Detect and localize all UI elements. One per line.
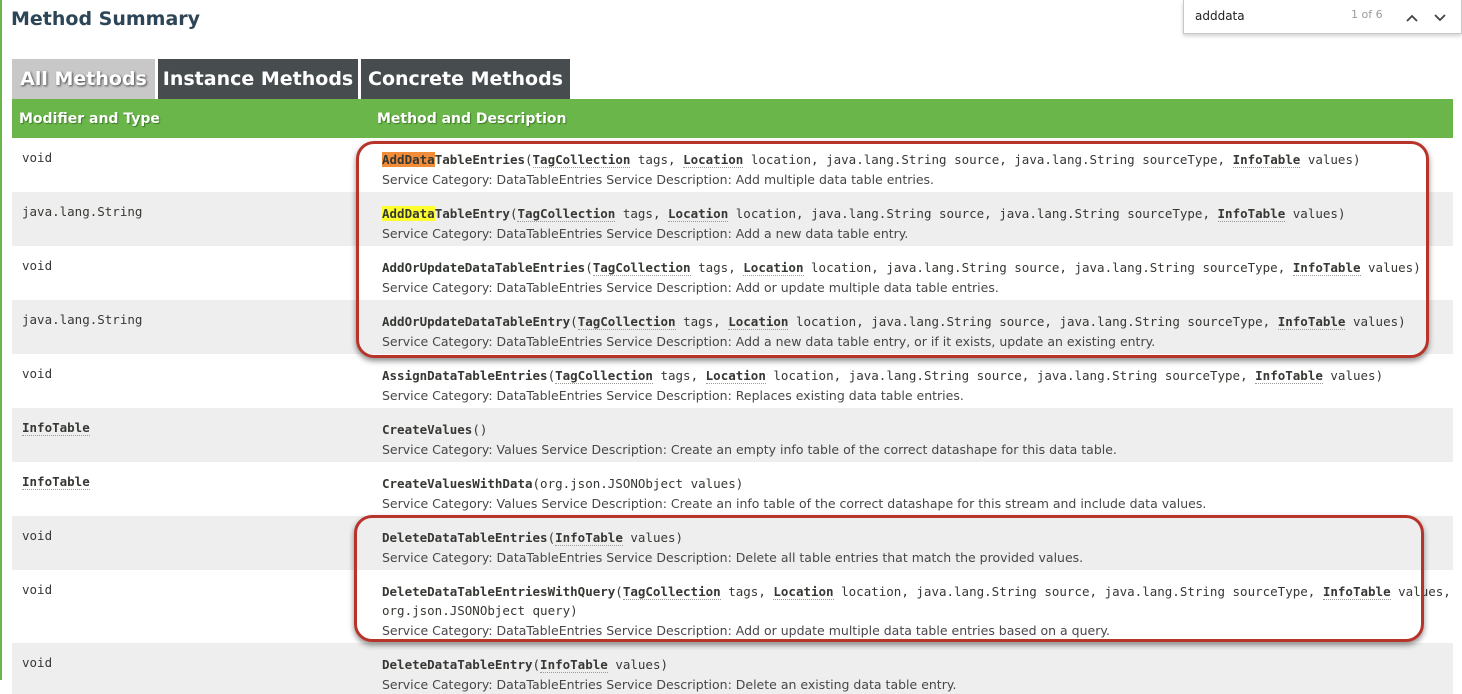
tab-instance-methods[interactable]: Instance Methods [158, 59, 358, 99]
return-type: void [22, 366, 53, 381]
param-name: source [999, 314, 1045, 329]
param-name: values [1368, 260, 1414, 275]
param-name: location [811, 260, 872, 275]
table-row [12, 300, 1453, 354]
method-signature: AssignDataTableEntries(TagCollection tags, Location location, java.lang.String source, java.lang.String sourceType, InfoTable values) [382, 368, 1384, 383]
table-row [12, 462, 1453, 516]
method-signature: DeleteDataTableEntries(InfoTable values) [382, 530, 684, 545]
param-type-link[interactable]: InfoTable [540, 657, 608, 672]
param-name: values [615, 657, 661, 672]
modifier-type-cell [12, 516, 370, 570]
param-name: location [841, 584, 902, 599]
find-next-button[interactable] [1430, 6, 1450, 26]
param-name: values [1307, 152, 1353, 167]
table-row [12, 570, 1453, 643]
param-type: org.json.JSONObject [540, 476, 684, 491]
return-type: void [22, 150, 53, 165]
method-summary-table [12, 99, 1453, 694]
chevron-up-icon [1406, 14, 1418, 22]
param-type: java.lang.String [999, 206, 1120, 221]
param-type-link[interactable]: InfoTable [1232, 152, 1301, 167]
return-type: java.lang.String [22, 312, 143, 327]
param-name: values [1330, 368, 1376, 383]
param-type: java.lang.String [848, 368, 970, 383]
table-row [12, 408, 1453, 462]
param-type: java.lang.String [871, 314, 992, 329]
method-signature: AddOrUpdateDataTableEntries(TagCollection tags, Location location, java.lang.String source, java.lang.String sourceType, InfoTable values) [382, 260, 1421, 275]
param-name: sourceType [1142, 152, 1218, 167]
param-type: org.json.JSONObject [382, 603, 525, 618]
param-name: tags [622, 206, 653, 221]
column-header-modifier-type: Modifier and Type [12, 99, 370, 138]
method-name-link[interactable]: AddOrUpdateDataTableEntries [382, 260, 586, 275]
method-signature: DeleteDataTableEntriesWithQuery(TagCollection tags, Location location, java.lang.String source, java.lang.String sourceType, InfoTable values, org.json.JSONObject query) [382, 584, 1451, 618]
param-type: java.lang.String [916, 584, 1037, 599]
return-type: void [22, 528, 53, 543]
method-description: Service Category: DataTableEntries Service Description: Add or update multiple data table entries. [382, 280, 999, 295]
method-signature: CreateValuesWithData(org.json.JSONObject values) [382, 476, 744, 491]
param-type-link[interactable]: TagCollection [532, 152, 631, 167]
method-signature: AddOrUpdateDataTableEntry(TagCollection tags, Location location, java.lang.String source, java.lang.String sourceType, InfoTable values) [382, 314, 1406, 329]
method-description: Service Category: DataTableEntries Service Description: Add or update multiple data table entries based on a query. [382, 623, 1110, 638]
param-type: java.lang.String [1059, 314, 1180, 329]
method-description-cell [370, 354, 1453, 408]
modifier-type-cell [12, 462, 370, 516]
param-name: sourceType [1202, 260, 1278, 275]
table-row [12, 516, 1453, 570]
param-name: location [750, 152, 812, 167]
param-name: tags [728, 584, 759, 599]
method-name-link[interactable]: AddOrUpdateDataTableEntry [382, 314, 571, 329]
param-type-link[interactable]: InfoTable [1255, 368, 1323, 383]
find-bar [1183, 0, 1462, 34]
param-name: values [690, 476, 736, 491]
method-description: Service Category: DataTableEntries Service Description: Add multiple data table entries. [382, 172, 935, 187]
param-name: values [1292, 206, 1338, 221]
modifier-type-cell [12, 246, 370, 300]
param-name: values [630, 530, 676, 545]
method-description-cell [370, 300, 1453, 354]
return-type-link[interactable]: InfoTable [22, 474, 90, 489]
chevron-down-icon [1434, 14, 1446, 22]
table-row [12, 643, 1453, 694]
tab-concrete-methods[interactable]: Concrete Methods [361, 59, 570, 99]
table-row [12, 192, 1453, 246]
param-type: java.lang.String [826, 152, 947, 167]
param-name: values [1352, 314, 1399, 329]
param-type-link[interactable]: InfoTable [1322, 584, 1391, 599]
find-input[interactable] [1195, 7, 1335, 25]
return-type: void [22, 258, 53, 273]
method-name-link[interactable]: CreateValuesWithData [382, 476, 533, 491]
param-type-link[interactable]: TagCollection [555, 368, 653, 383]
modifier-type-cell [12, 138, 370, 192]
param-name: source [954, 152, 1000, 167]
param-type-link[interactable]: Location [773, 584, 834, 599]
method-description: Service Category: DataTableEntries Service Description: Replaces existing data table entries. [382, 388, 964, 403]
param-type: java.lang.String [811, 206, 932, 221]
return-type-link[interactable]: InfoTable [22, 420, 90, 435]
param-name: sourceType [1127, 206, 1203, 221]
method-name-link[interactable] [382, 152, 525, 167]
param-name: source [1014, 260, 1060, 275]
param-name: tags [698, 260, 729, 275]
modifier-type-cell [12, 570, 370, 643]
return-type: void [22, 655, 53, 670]
method-description-cell [370, 192, 1453, 246]
param-type: java.lang.String [1074, 260, 1195, 275]
param-name: sourceType [1187, 314, 1263, 329]
method-description-cell [370, 643, 1453, 694]
method-description-cell [370, 516, 1453, 570]
param-name: sourceType [1232, 584, 1308, 599]
method-name-link[interactable]: DeleteDataTableEntry [382, 657, 533, 672]
method-description-cell [370, 138, 1453, 192]
method-signature: AddDataTableEntry(TagCollection tags, Location location, java.lang.String source, java.lang.String sourceType, InfoTable values) [382, 206, 1346, 221]
method-signature: AddDataTableEntries(TagCollection tags, Location location, java.lang.String source, java.lang.String sourceType, InfoTable values) [382, 152, 1361, 167]
param-type: java.lang.String [1104, 584, 1225, 599]
method-description: Service Category: Values Service Description: Create an info table of the correct datashape for this stream and include data values. [382, 496, 1207, 511]
method-name-link[interactable]: DeleteDataTableEntriesWithQuery [382, 584, 616, 599]
find-previous-button[interactable] [1402, 6, 1422, 26]
method-description: Service Category: DataTableEntries Service Description: Add a new data table entry. [382, 226, 909, 241]
param-name: source [976, 368, 1022, 383]
return-type: void [22, 582, 53, 597]
modifier-type-cell [12, 643, 370, 694]
method-description: Service Category: Values Service Description: Create an empty info table of the correct datashape for this data table. [382, 442, 1117, 457]
param-name: query [532, 603, 571, 618]
modifier-type-cell [12, 354, 370, 408]
param-type-link[interactable]: Location [705, 368, 766, 383]
param-name: tags [660, 368, 691, 383]
return-type: java.lang.String [22, 204, 143, 219]
param-type-link[interactable]: TagCollection [577, 314, 676, 329]
method-description-cell [370, 462, 1453, 516]
find-match-count: 1 of 6 [1351, 8, 1383, 21]
method-name-link[interactable]: AssignDataTableEntries [382, 368, 548, 383]
param-type-link[interactable]: InfoTable [1217, 206, 1286, 221]
method-name-link[interactable]: CreateValues [382, 422, 473, 437]
param-type-link[interactable]: Location [743, 260, 804, 275]
param-type-link[interactable]: Location [668, 206, 729, 221]
param-type-link[interactable]: TagCollection [592, 260, 691, 275]
param-type: java.lang.String [1014, 152, 1135, 167]
param-name: location [735, 206, 796, 221]
method-description: Service Category: DataTableEntries Service Description: Delete an existing data table entry. [382, 677, 957, 692]
tab-all-methods[interactable]: All Methods [12, 59, 155, 99]
method-name-link[interactable]: DeleteDataTableEntries [382, 530, 548, 545]
table-row [12, 354, 1453, 408]
method-name-link[interactable] [382, 206, 510, 221]
param-name: location [773, 368, 834, 383]
param-type-link[interactable]: TagCollection [622, 584, 721, 599]
param-type-link[interactable]: Location [728, 314, 789, 329]
table-row [12, 138, 1453, 192]
method-description-cell [370, 246, 1453, 300]
param-type-link[interactable]: Location [683, 152, 744, 167]
modifier-type-cell [12, 300, 370, 354]
method-signature: DeleteDataTableEntry(InfoTable values) [382, 657, 668, 672]
param-type-link[interactable]: TagCollection [517, 206, 616, 221]
table-row [12, 246, 1453, 300]
param-type: java.lang.String [886, 260, 1007, 275]
param-type: java.lang.String [1036, 368, 1158, 383]
method-description-cell [370, 570, 1453, 643]
method-description: Service Category: DataTableEntries Service Description: Add a new data table entry, or if it exists, update an existing entry. [382, 334, 1156, 349]
left-border [0, 0, 2, 680]
param-type-link[interactable]: InfoTable [1292, 260, 1361, 275]
param-name: values [1398, 584, 1444, 599]
param-name: tags [637, 152, 669, 167]
search-match-highlight: AddData [382, 206, 435, 221]
search-match-highlight: AddData [382, 152, 435, 167]
param-name: location [795, 314, 857, 329]
method-description-cell [370, 408, 1453, 462]
param-type-link[interactable]: InfoTable [555, 530, 623, 545]
modifier-type-cell [12, 192, 370, 246]
modifier-type-cell [12, 408, 370, 462]
table-header-row [12, 99, 1453, 138]
param-type-link[interactable]: InfoTable [1277, 314, 1346, 329]
page-title: Method Summary [11, 8, 201, 30]
param-name: source [1044, 584, 1090, 599]
param-name: source [939, 206, 985, 221]
column-header-method-description: Method and Description [370, 99, 1453, 138]
method-signature: CreateValues() [382, 422, 488, 437]
method-name-rest: TableEntries [434, 152, 525, 167]
param-name: sourceType [1164, 368, 1241, 383]
param-name: tags [683, 314, 714, 329]
method-name-rest: TableEntry [434, 206, 510, 221]
method-description: Service Category: DataTableEntries Service Description: Delete all table entries that match the provided values. [382, 550, 1084, 565]
